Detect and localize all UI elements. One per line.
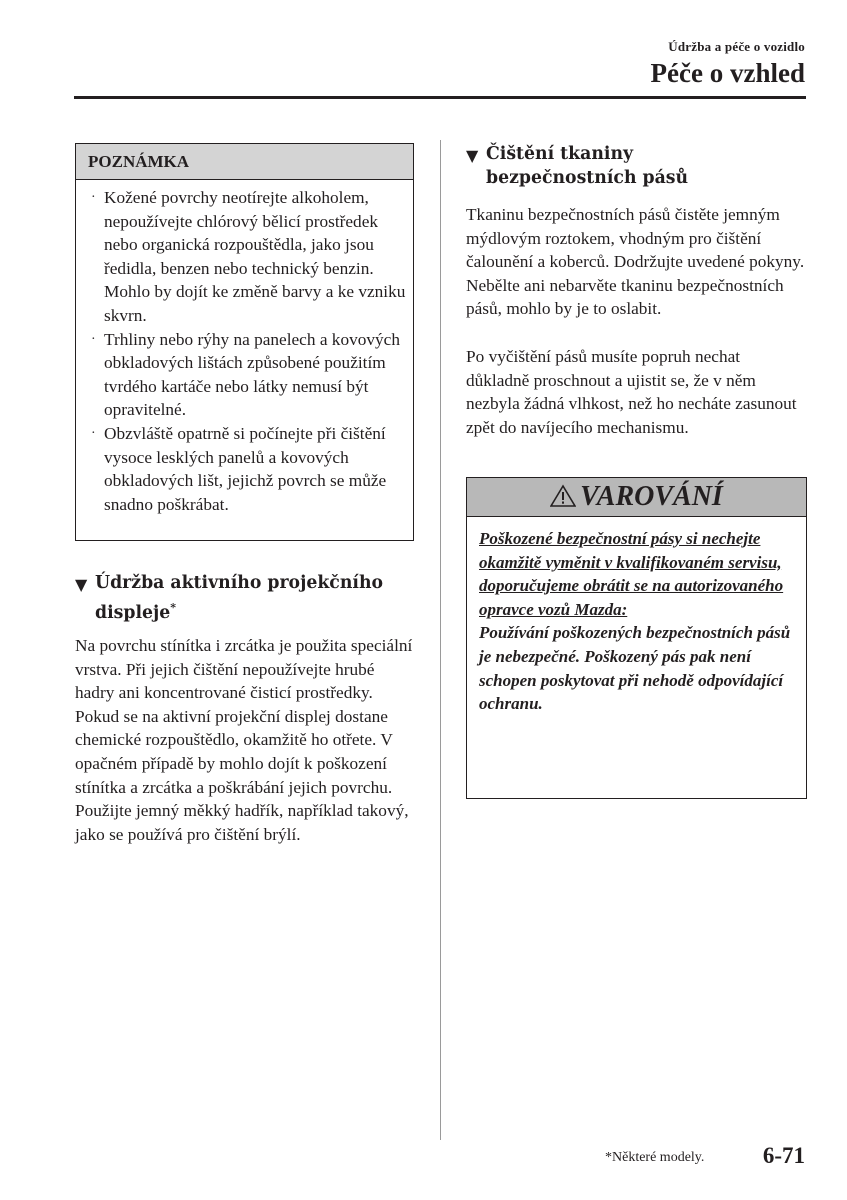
hud-section-title: Údržba aktivního projekčního displeje — [95, 573, 384, 623]
note-box — [75, 143, 414, 541]
note-list — [76, 180, 413, 516]
footnote: *Některé modely. — [605, 1150, 705, 1165]
bullet-icon: · — [91, 331, 96, 347]
hud-section-body — [75, 634, 417, 846]
hud-section-heading — [75, 572, 405, 625]
note-item-text: Kožené povrchy neotírejte alkoholem, nepoužívejte chlórový bělicí prostředek nebo organická rozpouštědla, jako jsou ředidla, benzen nebo technický benzin. Mohlo by dojít ke změně barvy a ke vzniku skvrn. — [104, 188, 406, 325]
note-item-text: Trhliny nebo rýhy na panelech a kovových obkladových lištách způsobené použitím tvrdého kartáče nebo látky nemusí být opravitelné. — [104, 329, 400, 420]
warning-title: VAROVÁNÍ — [580, 481, 723, 512]
belts-section-title: Čištění tkaniny bezpečnostních pásů — [486, 144, 689, 188]
bullet-icon: · — [91, 425, 96, 441]
footnote-asterisk: * — [170, 600, 177, 614]
warning-header — [467, 478, 806, 517]
note-item — [76, 422, 413, 516]
hud-paragraph: Na povrchu stínítka i zrcátka je použita speciální vrstva. Při jejich čištění nepoužívejte hrubé hadry ani koncentrované čisticí prostředky. Pokud se na aktivní projekční displej dostane chemické rozpouštědlo, okamžitě ho otřete. V opačném případě by mohlo dojít k poškození stínítka a zrcátka a poškrábání jejich povrchu. Použijte jemný měkký hadřík, například takový, jako se používá pro čištění brýlí. — [75, 636, 413, 844]
warning-underlined-text: Poškozené bezpečnostní pásy si nechejte okamžitě vyměnit v kvalifikovaném servisu, doporučujeme obrátit se na autorizovaného opravce vozů Mazda: — [479, 529, 784, 619]
bullet-icon: · — [91, 190, 96, 205]
warning-box — [466, 477, 807, 799]
note-item — [76, 186, 413, 328]
header-rule — [74, 96, 806, 99]
warning-body — [467, 517, 806, 716]
belts-section-body — [466, 203, 806, 439]
note-item — [76, 328, 413, 422]
warning-text: Používání poškozených bezpečnostních pásů je nebezpečné. Poškozený pás pak není schopen poskytovat při nehodě odpovídající ochranu. — [479, 623, 791, 714]
warning-triangle-icon — [550, 484, 576, 508]
belts-paragraph-2: Po vyčištění pásů musíte popruh nechat důkladně proschnout a ujistit se, že v něm nezbyla žádná vlhkost, než ho necháte zasunout zpět do navíjecího mechanismu. — [466, 346, 797, 437]
triangle-down-icon: ▼ — [466, 146, 479, 165]
page-title: Péče o vzhled — [650, 58, 805, 88]
belts-paragraph-1: Tkaninu bezpečnostních pásů čistěte jemným mýdlovým roztokem, vhodným pro čištění čalounění a koberců. Dodržujte uvedené pokyny. Nebělte ani nebarvěte tkaninu bezpečnostních pásů, mohlo by je to oslabit. — [466, 205, 805, 319]
page-number: 6-71 — [762, 1143, 805, 1168]
header-section-label: Údržba a péče o vozidlo — [668, 39, 805, 54]
note-title: POZNÁMKA — [76, 144, 413, 180]
belts-section-heading — [466, 143, 786, 190]
note-item-text: Obzvláště opatrně si počínejte při čištění vysoce lesklých panelů a kovových obkladových lišt, jejichž povrch se může snadno poškrábat. — [104, 423, 387, 514]
column-divider — [440, 140, 441, 1140]
triangle-down-icon: ▼ — [75, 575, 88, 594]
